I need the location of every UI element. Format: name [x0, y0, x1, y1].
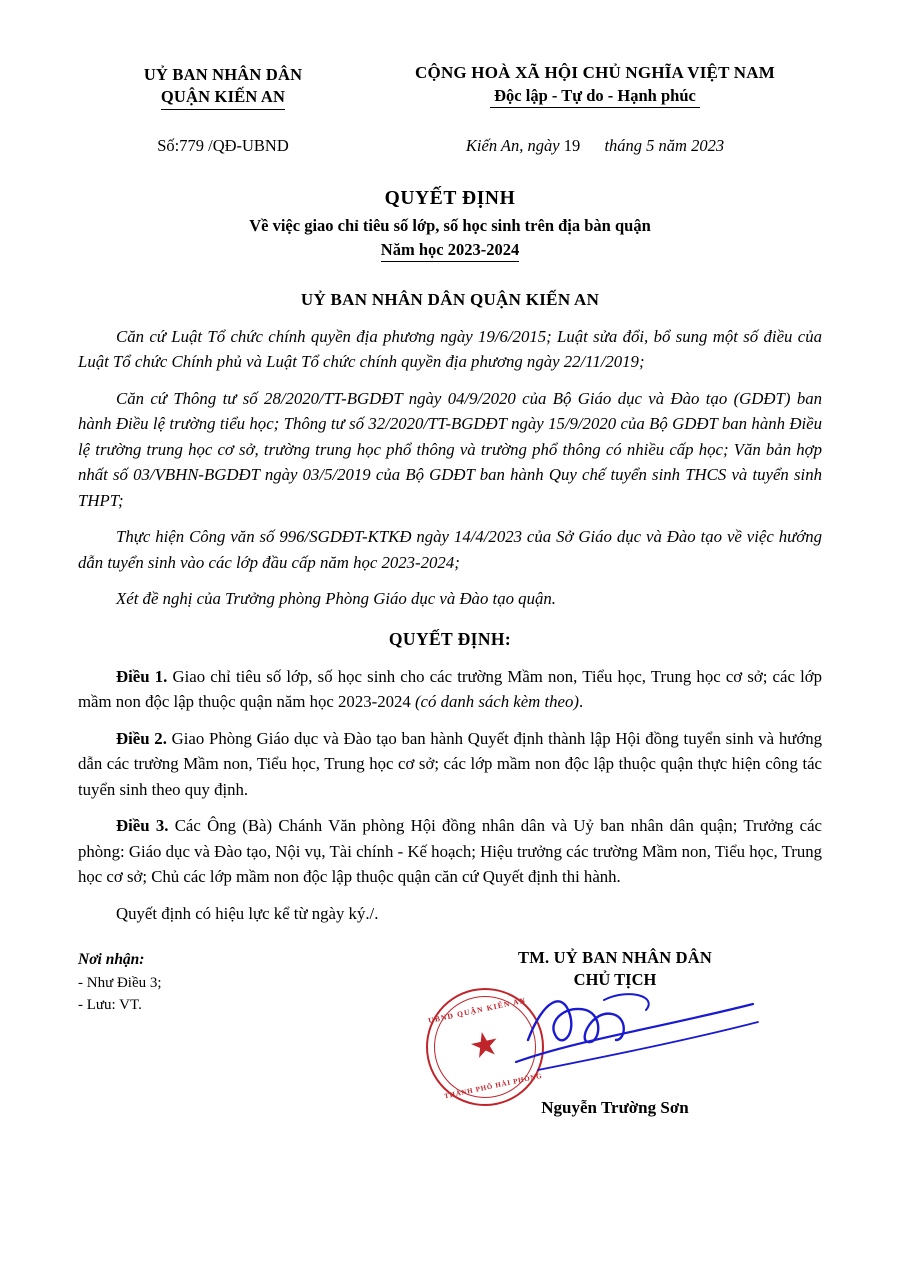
document-number: Số:779 /QĐ-UBND	[157, 135, 289, 155]
article-2-label: Điều 2.	[116, 728, 167, 748]
seal-text-bottom: THÀNH PHỐ HẢI PHÒNG	[443, 1072, 544, 1101]
article-1-text: Giao chỉ tiêu số lớp, số học sinh cho các trường Mầm non, Tiểu học, Trung học cơ sở; các lớp mầm non độc lập thuộc quận năm học 2023-2024	[78, 666, 823, 712]
document-school-year: Năm học 2023-2024	[381, 240, 519, 262]
issuer-heading: UỶ BAN NHÂN DÂN QUẬN KIẾN AN	[300, 289, 600, 309]
official-seal-icon	[415, 977, 555, 1117]
title-block	[78, 186, 822, 262]
signature-block	[408, 948, 822, 1128]
preamble-paragraph-4: Xét đề nghị của Trưởng phòng Phòng Giáo dục và Đào tạo quận.	[116, 589, 556, 609]
recipients-title: Nơi nhận:	[78, 951, 145, 969]
effective-note: Quyết định có hiệu lực kể từ ngày ký./.	[116, 903, 379, 923]
national-motto: Độc lập - Tự do - Hạnh phúc	[490, 86, 700, 108]
authority-line-2: QUẬN KIẾN AN	[161, 86, 285, 110]
article-2	[78, 726, 822, 803]
seal-star-icon: ★	[465, 1024, 504, 1068]
date-day: 19	[563, 135, 581, 155]
article-1-tail: .	[578, 692, 584, 712]
signature-organization: TM. UỶ BAN NHÂN DÂN	[517, 948, 712, 968]
document-body	[78, 324, 822, 927]
recipient-item: - Như Điều 3;	[78, 974, 162, 991]
national-title: CỘNG HOÀ XÃ HỘI CHỦ NGHĨA VIỆT NAM	[415, 63, 775, 82]
article-1-label: Điều 1.	[116, 666, 168, 686]
recipient-item: - Lưu: VT.	[78, 997, 142, 1014]
number-date-row	[78, 136, 822, 156]
signature-role: CHỦ TỊCH	[573, 970, 657, 990]
article-1-italic-note: (có danh sách kèm theo)	[414, 692, 579, 712]
article-3-label: Điều 3.	[116, 816, 169, 836]
document-footer	[78, 948, 822, 1128]
seal-text-top: UBND QUẬN KIẾN AN	[427, 995, 528, 1026]
decision-keyword: QUYẾT ĐỊNH:	[388, 628, 512, 649]
date-month-year: tháng 5 năm 2023	[604, 135, 725, 155]
issuing-authority-block	[78, 62, 368, 110]
recipients-block	[78, 948, 408, 1016]
page-title: QUYẾT ĐỊNH	[384, 187, 516, 209]
article-2-text: Giao Phòng Giáo dục và Đào tạo ban hành Quyết định thành lập Hội đồng tuyển sinh và hướng dẫn các trường Mầm non, Tiểu học, Trung học cơ sở; các lớp mầm non độc lập thuộc quận thực hiện công tác tuyển sinh theo quy định.	[78, 728, 823, 799]
preamble-paragraph-3: Thực hiện Công văn số 996/SGDĐT-KTKĐ ngày 14/4/2023 của Sở Giáo dục và Đào tạo về việc hướng dẫn tuyển sinh vào các lớp đầu cấp năm học 2023-2024;	[78, 527, 822, 572]
article-1	[78, 664, 822, 715]
national-heading-block	[368, 62, 822, 108]
preamble-paragraph-2: Căn cứ Thông tư số 28/2020/TT-BGDĐT ngày 04/9/2020 của Bộ Giáo dục và Đào tạo (GDĐT) ban hành Điều lệ trường tiểu học; Thông tư số 32/2020/TT-BGDĐT ngày 15/9/2020 của Bộ GDĐT ban hành Điều lệ trường trung học cơ sở, trường trung học phổ thông và trường phổ thông có nhiều cấp học; Văn bản hợp nhất số 03/VBHN-BGDĐT ngày 03/5/2019 của Bộ GDĐT ban hành Quy chế tuyển sinh THCS và tuyển sinh THPT;	[78, 388, 822, 510]
place-date	[368, 136, 822, 156]
article-3-text: Các Ông (Bà) Chánh Văn phòng Hội đồng nhân dân và Uỷ ban nhân dân quận; Trưởng các phòng: Giáo dục và Đào tạo, Nội vụ, Tài chính - Kế hoạch; Hiệu trưởng các trường Mầm non, Tiểu học, Trung học cơ sở; Chủ các lớp mầm non độc lập thuộc quận căn cứ Quyết định thi hành.	[78, 816, 822, 887]
document-header	[78, 62, 822, 110]
preamble-paragraph-1: Căn cứ Luật Tổ chức chính quyền địa phương ngày 19/6/2015; Luật sửa đổi, bổ sung một số điều của Luật Tổ chức Chính phủ và Luật Tổ chức chính quyền địa phương ngày 22/11/2019;	[78, 326, 822, 372]
authority-line-1: UỶ BAN NHÂN DÂN	[143, 65, 303, 84]
signer-name: Nguyễn Trường Sơn	[541, 1098, 689, 1118]
place-date-prefix: Kiến An, ngày	[465, 135, 560, 155]
article-3	[78, 813, 822, 890]
document-subtitle: Về việc giao chỉ tiêu số lớp, số học sinh trên địa bàn quận	[249, 215, 651, 235]
